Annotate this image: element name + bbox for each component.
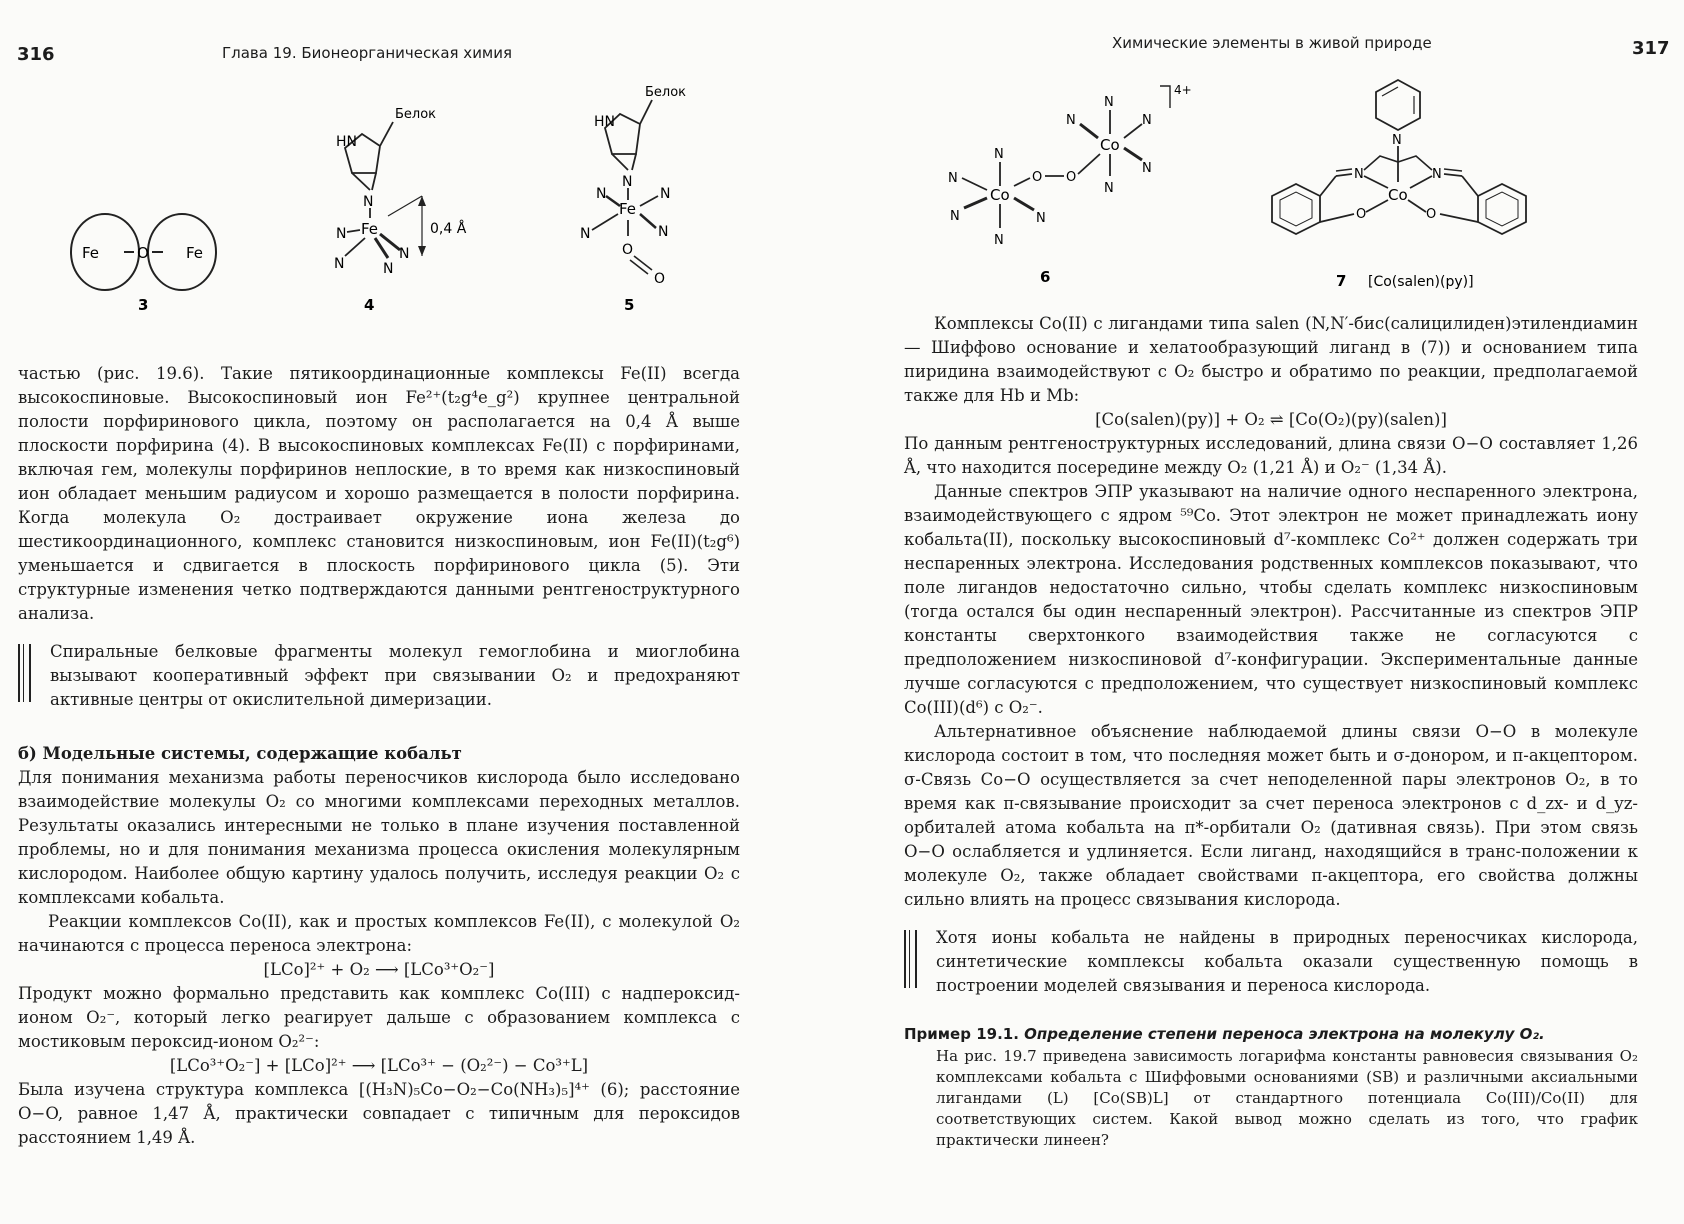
fig3-label: 3: [138, 296, 149, 314]
fig5-n-3: N: [580, 226, 591, 242]
fig6-n-r4: N: [1142, 113, 1152, 128]
fig6-n-r1: N: [1104, 95, 1114, 110]
fig7-label: 7: [1336, 272, 1347, 290]
fig6-charge: 4+: [1174, 83, 1192, 97]
fig7-co: Co: [1388, 186, 1408, 204]
fig5-protein-label: Белок: [645, 85, 687, 100]
left-paragraph-1: частью (рис. 19.6). Такие пятикоординационные комплексы Fe(II) всегда высокоспиновые. Высокоспиновый ион Fe²⁺(t₂g⁴e_g²) крупнее центральной полости порфиринового цикла, поэтому он располагается на 0,4 Å выше плоскости порфирина (4). В высокоспиновых комплексах Fe(II) с порфиринами, включая гем, молекулы порфиринов неплоские, в то время как низкоспиновый ион обладает меньшим радиусом и хорошо размещается в полости порфирина. Когда молекула O₂ достраивает окружение иона железа до шестикоординационного, комплекс становится низкоспиновым, ион Fe(II)(t₂g⁶) уменьшается и сдвигается в плоскость порфиринового цикла (5). Эти структурные изменения четко подтверждаются данными рентгеноструктурного анализа.: [18, 364, 740, 623]
fig6-n-l3: N: [948, 171, 958, 186]
figures-3-4-5: [0, 78, 842, 318]
right-paragraph-2: По данным рентгеноструктурных исследований, длина связи O−O составляет 1,26 Å, что находится посередине между O₂ (1,21 Å) и O₂⁻ (1,34 Å).: [904, 434, 1638, 477]
fig6-n-l5: N: [1036, 211, 1046, 226]
fig6-n-r5: N: [1142, 161, 1152, 176]
left-paragraph-4: Продукт можно формально представить как комплекс Co(III) с надпероксид-ионом O₂⁻, который легко реагирует дальше с образованием комплекса с мостиковым пероксид-ионом O₂²⁻:: [18, 984, 740, 1051]
right-body: [904, 312, 1638, 1151]
fig6-n-r3: N: [1066, 113, 1076, 128]
example-title: Определение степени переноса электрона на молекулу O₂.: [1024, 1025, 1545, 1043]
page-number-right: 317: [1632, 38, 1670, 59]
fig7-n-py: N: [1392, 133, 1402, 148]
fig6-co-right: Co: [1100, 136, 1120, 154]
fig4-hn: HN: [336, 134, 357, 150]
fig4-n-3: N: [383, 261, 394, 277]
left-paragraph-2: Для понимания механизма работы переносчиков кислорода было исследовано взаимодействие молекулы O₂ со многими комплексами переходных металлов. Результаты оказались интересными не только в плане изучения поставленной проблемы, но и для понимания механизма процесса окисления молекулярным кислородом. Наиболее общую картину удалось получить, исследуя реакции O₂ с комплексами кобальта.: [18, 768, 740, 907]
example-body: На рис. 19.7 приведена зависимость логарифма константы равновесия связывания O₂ комплексами кобальта с Шиффовыми основаниями (SB) и различными аксиальными лигандами (L) [Co(SB)L] от стандартного потенциала Co(III)/Co(II) для соответствующих систем. Какой вывод можно сделать из того, что график практически линеен?: [936, 1047, 1638, 1149]
left-paragraph-5: Была изучена структура комплекса [(H₃N)₅Co−O₂−Co(NH₃)₅]⁴⁺ (6); расстояние O−O, равное 1,47 Å, практически совпадает с типичным для пероксидов расстоянием 1,49 Å.: [18, 1080, 740, 1147]
figures-6-7: [842, 78, 1684, 298]
fig6-co-left: Co: [990, 186, 1010, 204]
figure-4: [334, 107, 467, 314]
fig5-n-1: N: [596, 186, 607, 202]
fig4-n-axial: N: [363, 194, 374, 210]
fig7-n-left: N: [1354, 167, 1364, 182]
running-head-right: Химические элементы в живой природе: [1112, 34, 1432, 52]
fig3-fe-right: Fe: [186, 244, 204, 262]
fig6-label: 6: [1040, 268, 1051, 286]
fig5-n-4: N: [658, 224, 669, 240]
fig3-o: O: [137, 244, 149, 262]
fig5-o-1: O: [622, 242, 634, 258]
page-number-left: 316: [17, 44, 55, 65]
fig6-o-2: O: [1066, 170, 1077, 185]
figure-7: [1272, 80, 1526, 290]
left-equation-1: [LCo]²⁺ + O₂ ⟶ [LCo³⁺O₂⁻]: [263, 960, 495, 979]
fig5-o-2: O: [654, 271, 666, 287]
left-body: [18, 362, 740, 1150]
figure-6: [948, 83, 1192, 286]
note-marker-icon: [904, 930, 917, 988]
fig7-caption: [Co(salen)(py)]: [1368, 274, 1474, 290]
fig4-n-1: N: [336, 226, 347, 242]
example-label: Пример 19.1.: [904, 1025, 1019, 1043]
structure-drawings-right: [842, 78, 1684, 298]
right-paragraph-3: Данные спектров ЭПР указывают на наличие одного неспаренного электрона, взаимодействующего с ядром ⁵⁹Co. Этот электрон не может принадлежать иону кобальта(II), поскольку высокоспиновый d⁷-комплекс Co²⁺ должен содержать три неспаренных электрона. Исследования родственных комплексов показывают, что поле лигандов недостаточно сильно, чтобы сделать комплекс низкоспиновым (тогда остался бы один неспаренный электрон). Рассчитанные из спектров ЭПР константы сверхтонкого взаимодействия также не согласуются с предположением низкоспиновой d⁷-конфигурации. Экспериментальные данные лучше согласуются с предположением, что существует низкоспиновый комплекс Co(III)(d⁶) с O₂⁻.: [904, 482, 1638, 717]
fig4-n-2: N: [334, 256, 345, 272]
fig6-n-r2: N: [1104, 181, 1114, 196]
right-equation-1: [Co(salen)(py)] + O₂ ⇌ [Co(O₂)(py)(salen)]: [1095, 410, 1447, 429]
right-paragraph-1: Комплексы Co(II) с лигандами типа salen (N,N′-бис(салицилиден)этилендиамин — Шиффово основание и хелатообразующий лиганд в (7)) и основанием типа пиридина взаимодействуют с O₂ быстро и обратимо по реакции, предполагаемой также для Hb и Mb:: [904, 314, 1638, 405]
fig3-fe-left: Fe: [82, 244, 100, 262]
figure-5: [580, 85, 686, 314]
figure-3: [71, 214, 216, 314]
fig5-fe: Fe: [619, 200, 637, 218]
fig7-o-left: O: [1356, 207, 1367, 222]
right-note: [904, 926, 1638, 998]
section-heading: б) Модельные системы, содержащие кобальт: [18, 744, 462, 763]
fig4-distance: 0,4 Å: [430, 221, 467, 237]
fig4-protein-label: Белок: [395, 107, 437, 122]
right-paragraph-4: Альтернативное объяснение наблюдаемой длины связи O−O в молекуле кислорода состоит в том, что последняя может быть и σ-донором, и π-акцептором. σ-Связь Co−O осуществляется за счет неподеленной пары электронов O₂, в то время как π-связывание происходит за счет переноса электронов с d_zx- и d_yz-орбиталей атома кобальта на π*-орбитали O₂ (дативная связь). При этом связь O−O ослабляется и удлиняется. Если лиганд, находящийся в транс-положении к молекуле O₂, также обладает свойствами π-акцептора, его свойства должны сильно влиять на процесс связывания кислорода.: [904, 722, 1638, 909]
note-marker-icon: [18, 644, 31, 702]
left-note-text: Спиральные белковые фрагменты молекул гемоглобина и миоглобина вызывают кооперативный эффект при связывании O₂ и предохраняют активные центры от окислительной димеризации.: [50, 642, 740, 709]
fig4-n-4: N: [399, 246, 410, 262]
fig5-hn: HN: [594, 114, 615, 130]
fig6-n-l2: N: [994, 233, 1004, 248]
left-equation-2: [LCo³⁺O₂⁻] + [LCo]²⁺ ⟶ [LCo³⁺ − (O₂²⁻) − Co³⁺L]: [169, 1056, 589, 1075]
fig4-fe: Fe: [361, 220, 379, 238]
structure-drawings-left: [0, 78, 842, 318]
fig6-n-l4: N: [950, 209, 960, 224]
example-heading: [904, 1022, 1638, 1046]
right-page: [842, 0, 1684, 1224]
fig5-label: 5: [624, 296, 635, 314]
fig6-o-1: O: [1032, 170, 1043, 185]
left-paragraph-3: Реакции комплексов Co(II), как и простых комплексов Fe(II), с молекулой O₂ начинаются с процесса переноса электрона:: [18, 912, 740, 955]
fig4-label: 4: [364, 296, 375, 314]
fig5-n-2: N: [660, 186, 671, 202]
fig7-n-right: N: [1432, 167, 1442, 182]
running-head-left: Глава 19. Бионеорганическая химия: [222, 44, 513, 62]
fig6-n-l1: N: [994, 147, 1004, 162]
left-note: [18, 640, 740, 712]
right-note-text: Хотя ионы кобальта не найдены в природных переносчиках кислорода, синтетические комплексы кобальта оказали существенную помощь в построении моделей связывания и переноса кислорода.: [936, 928, 1638, 995]
fig5-n-axial: N: [622, 174, 633, 190]
fig7-o-right: O: [1426, 207, 1437, 222]
